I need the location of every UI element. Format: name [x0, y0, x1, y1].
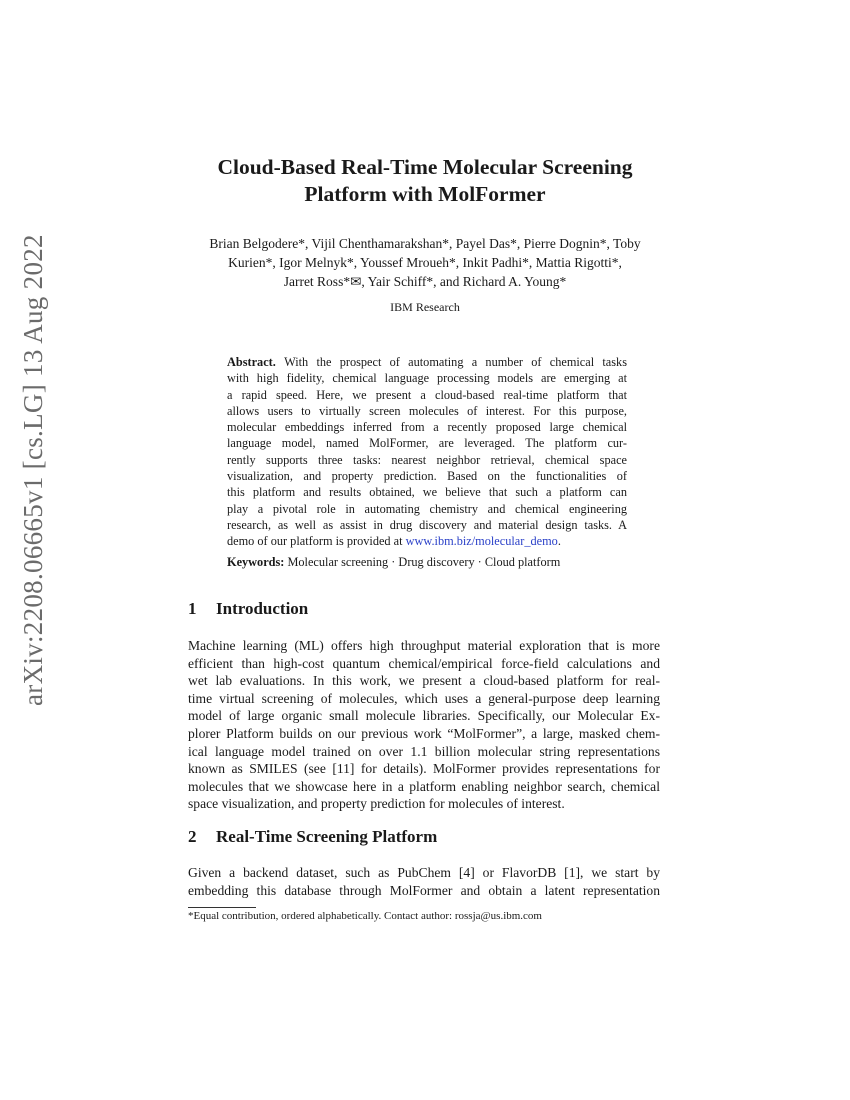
author-line: Brian Belgodere*, Vijil Chenthamarakshan*, Payel Das*, Pierre Dognin*, Toby	[209, 236, 641, 251]
text-line: space visualization, and property prediction for molecules of interest.	[188, 796, 565, 812]
affiliation: IBM Research	[390, 300, 460, 314]
paper-title	[150, 154, 700, 208]
abstract-line: rently supports three tasks: nearest neighbor retrieval, chemical space	[227, 452, 627, 467]
introduction-paragraph	[188, 637, 660, 813]
title-line: Platform with MolFormer	[304, 182, 546, 206]
text-line: time virtual screening of molecules, which uses a general-purpose deep learning	[188, 690, 660, 706]
title-line: Cloud-Based Real-Time Molecular Screening	[217, 155, 633, 179]
abstract-line: language model, named MolFormer, are leveraged. The platform cur-	[227, 436, 627, 451]
author-line: Jarret Ross*✉, Yair Schiff*, and Richard A. Young*	[283, 274, 567, 289]
text-line: molecules that we showcase here in a platform enabling neighbor search, chemical	[188, 778, 660, 794]
demo-link[interactable]: www.ibm.biz/molecular_demo	[405, 534, 558, 549]
abstract-label: Abstract.	[227, 355, 285, 369]
abstract-line: allows users to virtually screen molecules of interest. For this purpose,	[227, 403, 627, 418]
keywords	[227, 554, 647, 571]
text-line: model of large organic small molecule libraries. Specifically, our Molecular Ex-	[188, 708, 660, 724]
text-line: embedding this database through MolFormer and obtain a latent representation	[188, 882, 660, 898]
keywords-label: Keywords:	[227, 555, 285, 569]
section-number: 1	[188, 599, 197, 618]
text-line: known as SMILES (see [11] for details). MolFormer provides representations for	[188, 761, 660, 777]
abstract-line: this platform and results obtained, we believe that such a platform can	[227, 485, 627, 500]
section-title: Introduction	[216, 599, 309, 618]
abstract-line: play a pivotal role in automating chemistry and chemical engineering	[227, 501, 627, 516]
section-title: Real-Time Screening Platform	[216, 827, 438, 846]
arxiv-identifier-stamp: arXiv:2208.06665v1 [cs.LG] 13 Aug 2022	[18, 234, 48, 706]
section-heading-platform	[188, 826, 437, 848]
abstract-line: a rapid speed. Here, we present a cloud-based real-time platform that	[227, 387, 627, 402]
keywords-text: Molecular screening · Drug discovery · Cloud platform	[287, 555, 561, 569]
abstract-line: demo of our platform is provided at www.ibm.biz/molecular_demo.	[227, 534, 561, 549]
section-number: 2	[188, 827, 197, 846]
footnote-rule	[188, 907, 256, 908]
section-heading-introduction	[188, 598, 308, 620]
abstract	[227, 354, 627, 550]
platform-paragraph	[188, 864, 660, 899]
text-line: Machine learning (ML) offers high throughput material exploration that is more	[188, 638, 660, 653]
abstract-line: research, as well as assist in drug discovery and material design tasks. A	[227, 517, 627, 532]
footnote: *Equal contribution, ordered alphabetically. Contact author: rossja@us.ibm.com	[188, 910, 542, 922]
author-list	[178, 234, 672, 291]
text-line: ical language model trained on over 1.1 billion molecular string representations	[188, 743, 660, 759]
author-line: Kurien*, Igor Melnyk*, Youssef Mroueh*, Inkit Padhi*, Mattia Rigotti*,	[228, 255, 622, 270]
abstract-line: with high fidelity, chemical language processing models are emerging at	[227, 371, 627, 386]
text-line: wet lab evaluations. In this work, we present a cloud-based platform for real-	[188, 673, 660, 689]
text-line: efficient than high-cost quantum chemical/empirical force-field calculations and	[188, 655, 660, 671]
abstract-line: visualization, and property prediction. Based on the functionalities of	[227, 469, 627, 484]
text-line: Given a backend dataset, such as PubChem [4] or FlavorDB [1], we start by	[188, 865, 660, 880]
abstract-line: Abstract. With the prospect of automating a number of chemical tasks	[227, 355, 627, 369]
abstract-line: molecular embeddings inferred from a recently proposed large chemical	[227, 420, 627, 435]
text-line: plorer Platform builds on our previous work “MolFormer”, a large, masked chem-	[188, 725, 660, 741]
